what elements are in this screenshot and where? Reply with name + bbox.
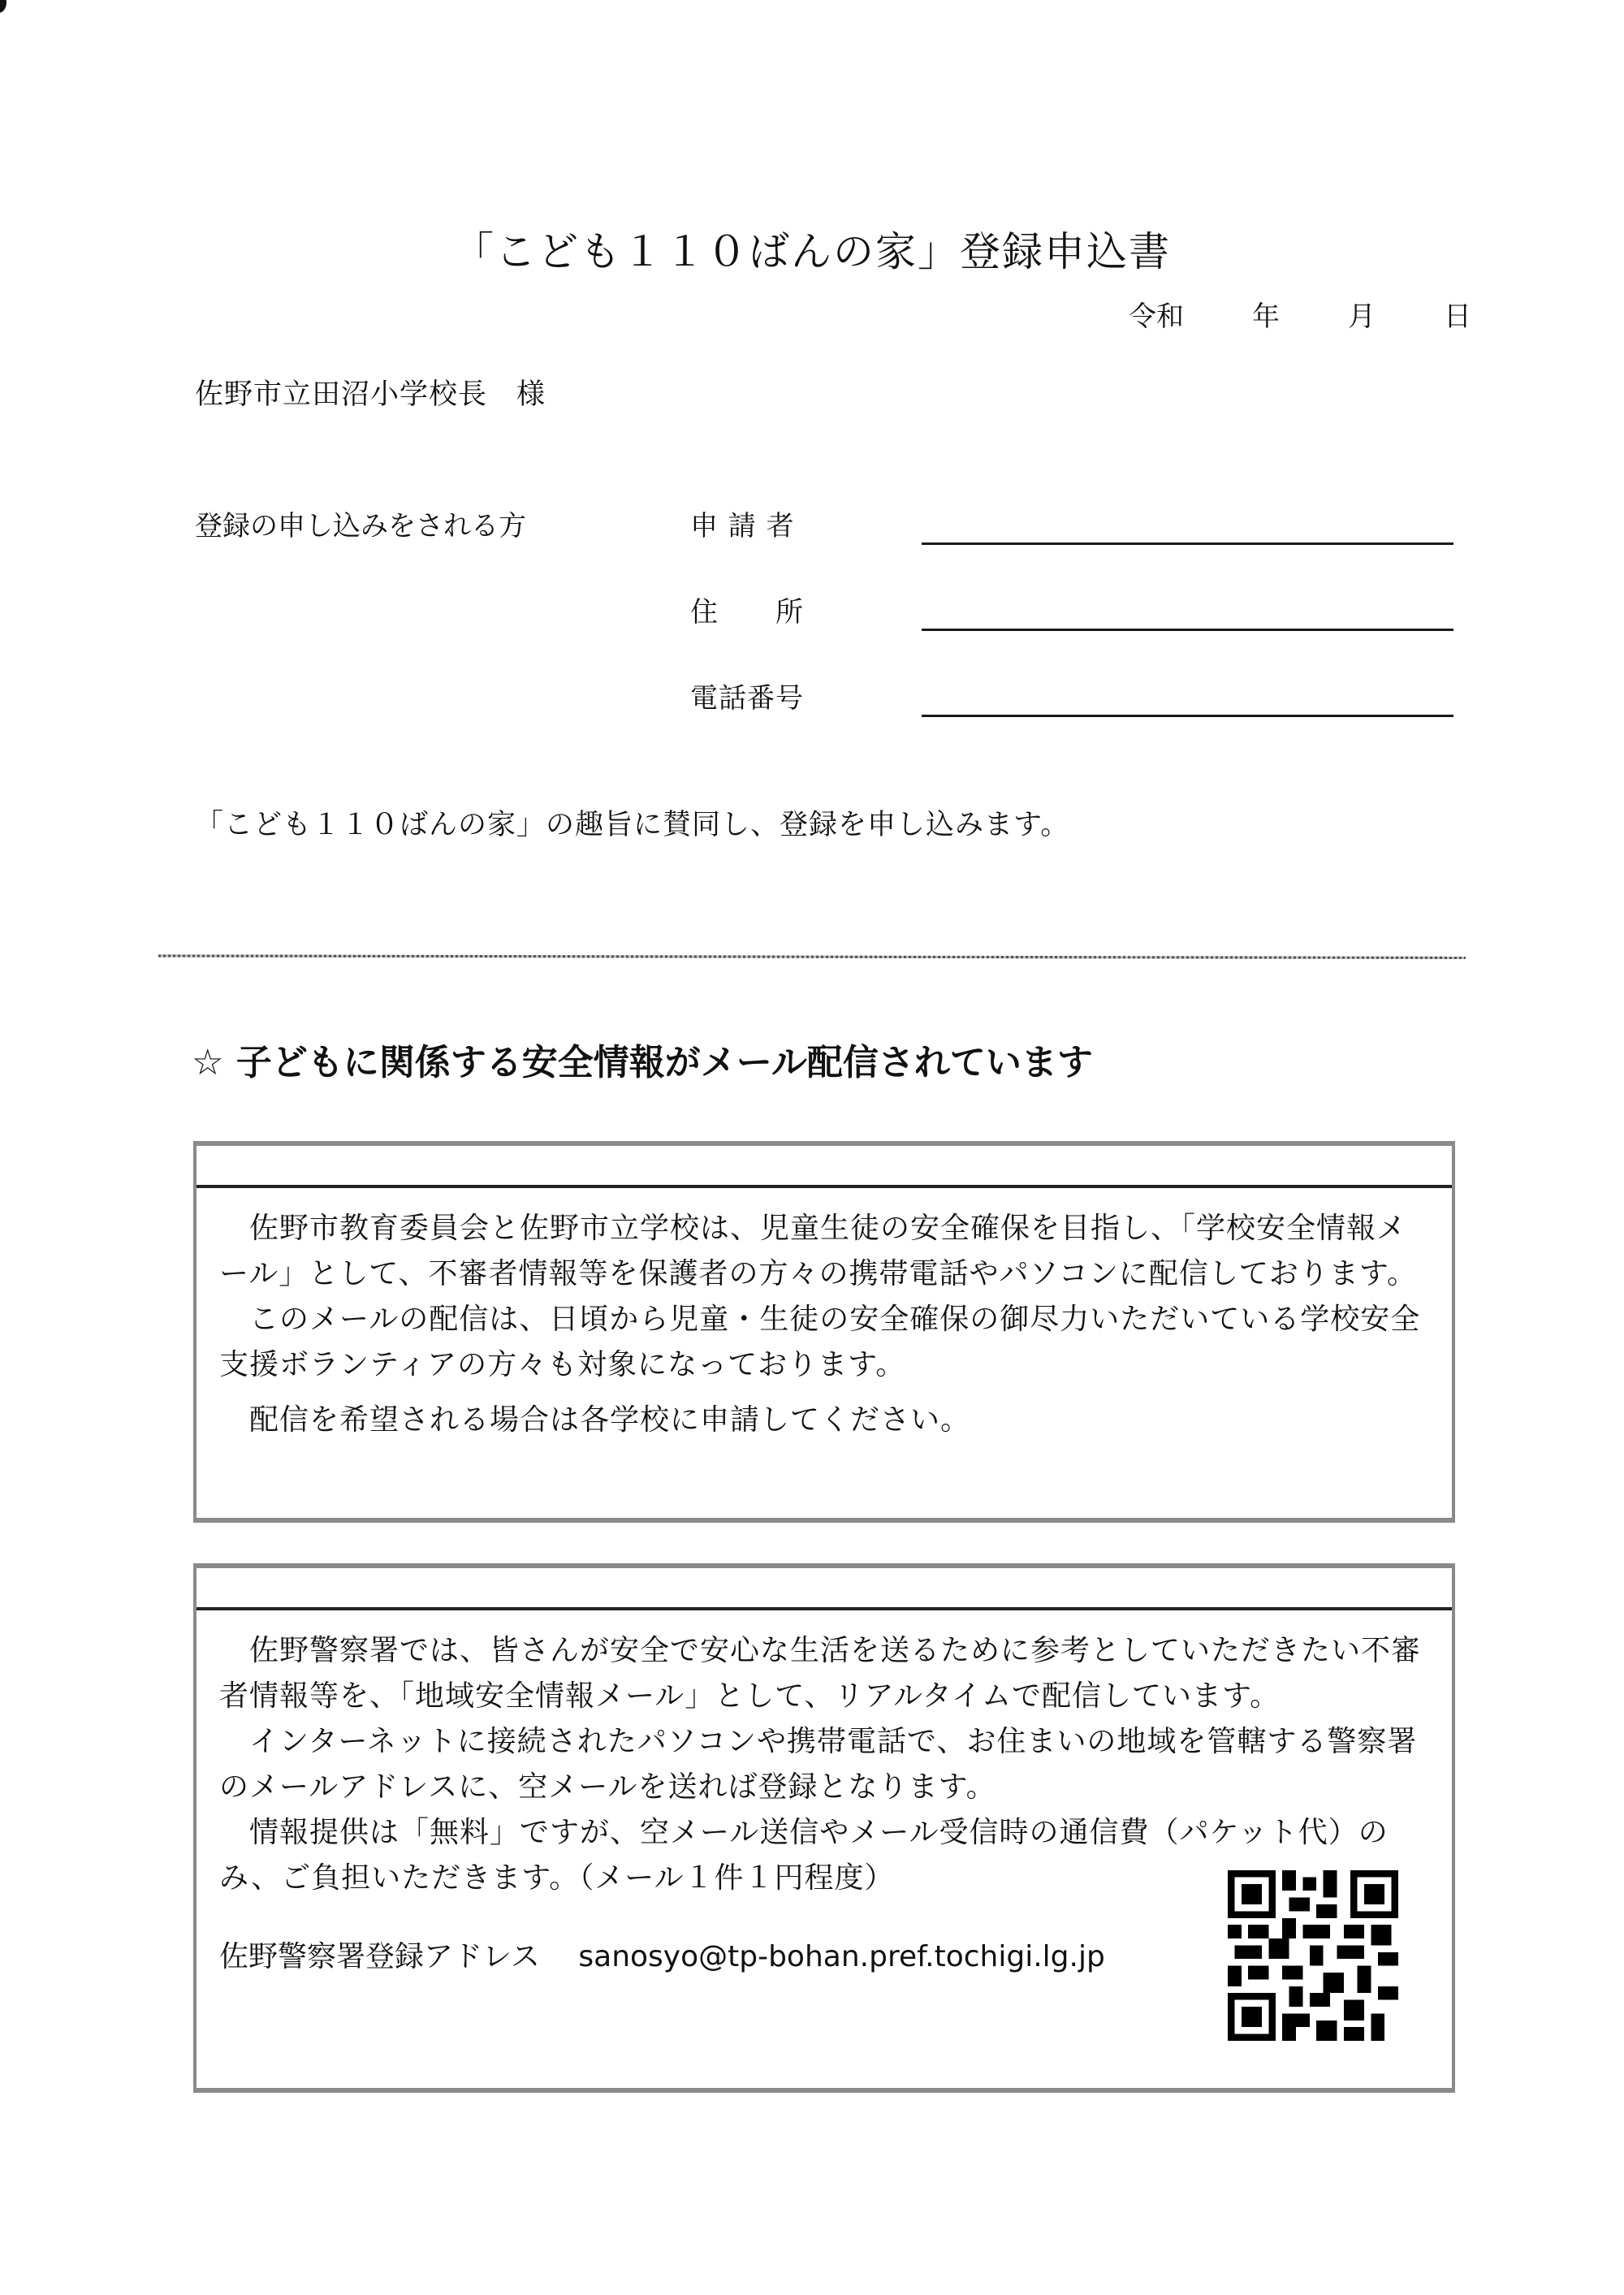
star-icon: ☆ <box>192 1042 224 1083</box>
police-mail-info-box <box>193 1563 1455 2093</box>
date-era: 令和 <box>1129 300 1184 333</box>
date-line <box>1129 294 1471 334</box>
date-month-label: 月 <box>1348 300 1376 333</box>
registration-email-link[interactable]: sanosyo@tp-bohan.pref.tochigi.lg.jp <box>578 1940 1105 1973</box>
police-paragraph: 情報提供は「無料」ですが、空メール送信やメール受信時の通信費（パケット代）のみ、ご負担いただきます。（メール１件１円程度） <box>219 1816 1389 1895</box>
school-paragraph: 佐野市教育委員会と佐野市立学校は、児童生徒の安全確保を目指し、「学校安全情報メール」として、不審者情報等を保護者の方々の携帯電話やパソコンに配信しております。 <box>219 1212 1417 1290</box>
box-header-band <box>197 1146 1452 1188</box>
document-title: 「こども１１０ばんの家」登録申込書 <box>453 227 1171 275</box>
phone-field[interactable] <box>690 676 1462 733</box>
date-day-label: 日 <box>1444 300 1471 333</box>
applicant-section-label: 登録の申し込みをされる方 <box>195 510 526 542</box>
phone-line[interactable] <box>922 715 1453 717</box>
agreement-statement: 「こども１１０ばんの家」の趣旨に賛同し、登録を申し込みます。 <box>195 809 1070 841</box>
field-label-phone: 電話番号 <box>690 682 804 715</box>
school-paragraph: このメールの配信は、日頃から児童・生徒の安全確保の御尽力いただいている学校安全支援ボランティアの方々も対象になっております。 <box>219 1303 1421 1381</box>
notice-heading <box>192 1033 1093 1085</box>
address-field[interactable] <box>690 590 1462 646</box>
applicant-name-field[interactable] <box>690 504 1462 560</box>
applicant-name-line[interactable] <box>922 542 1453 545</box>
school-paragraph: 配信を希望される場合は各学校に申請してください。 <box>219 1403 971 1437</box>
address-line[interactable] <box>922 629 1453 631</box>
registration-address-label: 佐野警察署登録アドレス <box>219 1940 540 1973</box>
notice-heading-text: 子どもに関係する安全情報がメール配信されています <box>235 1042 1093 1083</box>
qr-code-icon[interactable] <box>1228 1870 1398 2041</box>
school-mail-info-box <box>193 1141 1455 1523</box>
field-label-applicant: 申 請 者 <box>690 510 795 542</box>
cut-line-divider <box>158 953 1466 959</box>
scan-edge-mark <box>0 0 6 13</box>
field-label-address: 住 所 <box>690 596 804 629</box>
addressee: 佐野市立田沼小学校長 様 <box>195 378 546 411</box>
date-year-label: 年 <box>1252 300 1280 333</box>
registration-address-row <box>219 1934 1105 1975</box>
police-paragraph: インターネットに接続されたパソコンや携帯電話で、お住まいの地域を管轄する警察署のメールアドレスに、空メールを送れば登録となります。 <box>219 1725 1418 1804</box>
police-paragraph: 佐野警察署では、皆さんが安全で安心な生活を送るために参考としていただきたい不審者情報等を、「地域安全情報メール」として、リアルタイムで配信しています。 <box>219 1634 1422 1713</box>
box-header-band <box>197 1568 1452 1610</box>
